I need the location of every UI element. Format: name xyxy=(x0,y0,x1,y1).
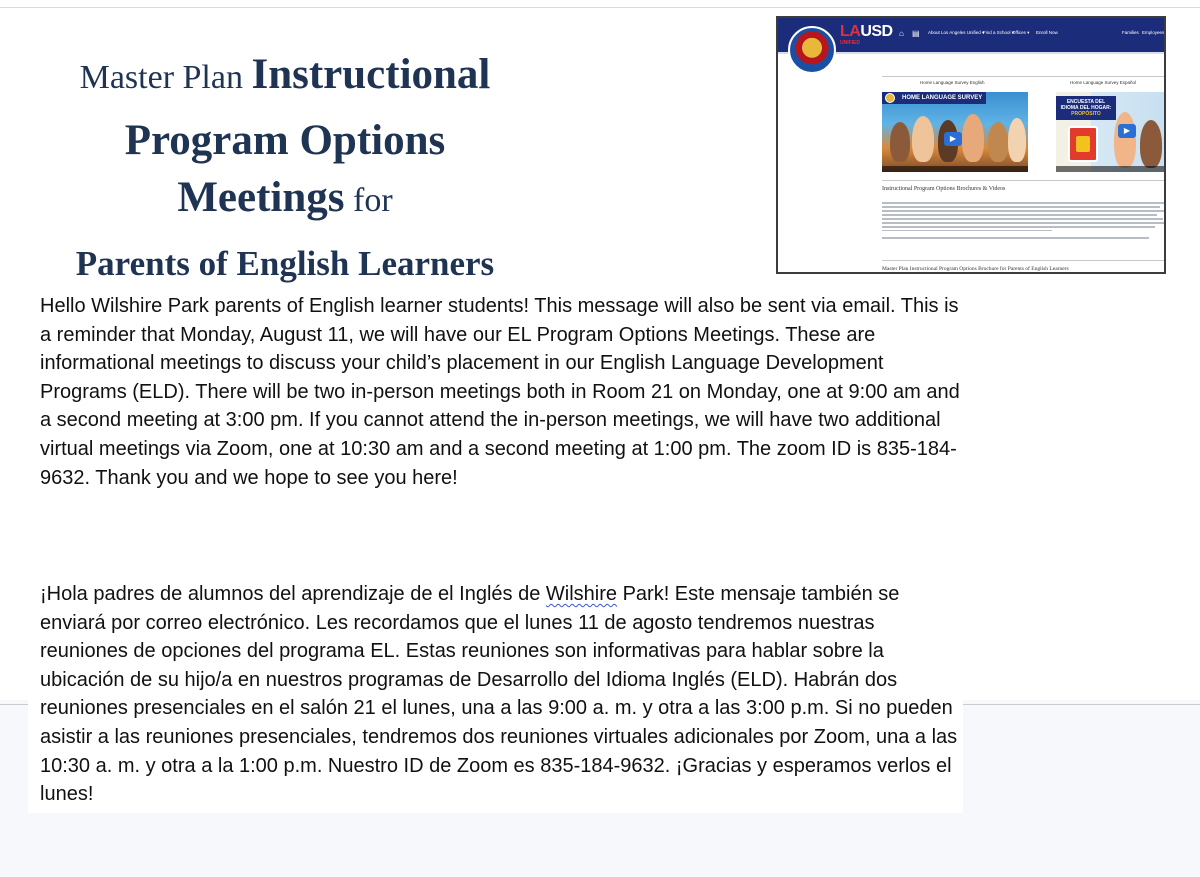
text-line xyxy=(882,218,1163,220)
title-parents-of-english-learners: Parents of English Learners xyxy=(75,244,495,283)
video-spanish-title-3: PROPÓSITO xyxy=(1071,111,1101,117)
title-master-plan: Master Plan xyxy=(79,59,252,96)
spanish-message-start: ¡Hola padres de alumnos del aprendizaje de el Inglés de xyxy=(40,583,546,605)
nav-offices: Offices ▾ xyxy=(1012,30,1030,35)
text-line xyxy=(882,206,1160,208)
cartoon-person xyxy=(1008,118,1026,162)
play-icon[interactable]: ▶ xyxy=(944,132,962,146)
lausd-logo xyxy=(840,23,893,41)
home-icon: ⌂ xyxy=(899,29,904,38)
lausd-website-screenshot xyxy=(776,16,1166,274)
lausd-logo-la: LA xyxy=(840,23,861,40)
video-spanish-title-1: ENCUESTA DEL xyxy=(1066,99,1106,105)
brochure-title: Master Plan Instructional Program Options Brochure for Parents of English Learners xyxy=(882,266,1069,272)
section-rule xyxy=(882,180,1166,181)
section-title: Instructional Program Options Brochures & Videos xyxy=(882,186,1006,192)
title-line-3 xyxy=(40,169,530,235)
video-english-title-text: HOME LANGUAGE SURVEY xyxy=(902,95,983,101)
lausd-seal-icon xyxy=(788,26,836,74)
video-spanish-title xyxy=(1056,96,1116,120)
lausd-seal-icon xyxy=(885,93,895,103)
lausd-logo-usd: USD xyxy=(860,23,893,40)
text-line xyxy=(882,222,1166,224)
spanish-message-rest: Park! Este mensaje también se enviará por correo electrónico. Les recordamos que el lunes 11 de agosto tendremos nuestras reuniones de opciones del programa EL. Estas reuniones son informativas para hablar sobre la ubicación de su hijo/a en nuestros programas de Desarrollo del Idioma Inglés (ELD). Habrán dos reuniones presenciales en el salón 21 el lunes, una a las 9:00 a. m. y otra a las 3:00 p.m. Si no pueden asistir a las reuniones presenciales, tendremos dos reuniones virtuales adicionales por Zoom, una a las 10:30 a. m. y otra a la 1:00 p.m. Nuestro ID de Zoom es 835-184-9632. ¡Gracias y esperamos verlos el lunes! xyxy=(40,583,958,806)
title-for: for xyxy=(344,182,393,219)
page-break-line-left xyxy=(0,704,28,705)
video-english xyxy=(882,92,1028,172)
english-message: Hello Wilshire Park parents of English learner students! This message will also be sent via email. This is a reminder that Monday, August 11, we will have our EL Program Options Meetings. These are informational meetings to discuss your child’s placement in our English Language Development Programs (ELD). There will be two in-person meetings both in Room 21 on Monday, one at 9:00 am and a second meeting at 3:00 pm. If you cannot attend the in-person meetings, we will have two additional virtual meetings via Zoom, one at 10:30 am and a second meeting at 1:00 pm. The zoom ID is 835-184-9632. Thank you and we hope to see you here! xyxy=(40,295,960,489)
video-controls[interactable] xyxy=(1056,166,1166,172)
cartoon-person xyxy=(1114,112,1136,168)
nav-families: Families xyxy=(1122,30,1139,35)
text-line xyxy=(882,226,1155,228)
calendar-icon: ▤ xyxy=(912,29,920,38)
video-english-title xyxy=(882,92,986,104)
title-meetings: Meetings xyxy=(177,174,345,221)
cartoon-person xyxy=(912,116,934,162)
top-divider xyxy=(0,7,1200,8)
title-program-options: Program Options xyxy=(124,117,446,164)
spellcheck-underlined-word: Wilshire xyxy=(545,583,618,605)
nav-enroll: Enroll Now xyxy=(1036,30,1058,35)
cartoon-person xyxy=(890,122,910,162)
page-title xyxy=(40,46,530,292)
nav-about: About Los Angeles Unified ▾ xyxy=(928,30,985,35)
section-body-text xyxy=(882,202,1166,241)
nav-find-school: Find a School ▾ xyxy=(983,30,1015,35)
caption-english: Home Language Survey English xyxy=(920,80,985,85)
lausd-logo-sub: UNIFIED xyxy=(840,40,860,46)
page-break-line-right xyxy=(963,704,1200,705)
video-controls[interactable] xyxy=(882,166,1028,172)
play-icon[interactable]: ▶ xyxy=(1118,124,1136,138)
brochure-rule xyxy=(882,260,1166,261)
text-line xyxy=(882,230,1052,232)
text-line xyxy=(882,214,1157,216)
cartoon-person xyxy=(962,114,984,162)
nav-employees: Employees xyxy=(1142,30,1165,35)
spanish-message xyxy=(40,580,965,809)
title-instructional: Instructional xyxy=(251,51,491,98)
video-spanish-title-2: IDIOMA DEL HOGAR: xyxy=(1060,105,1112,111)
cartoon-person xyxy=(988,122,1008,162)
video-spanish xyxy=(1056,92,1166,172)
survey-sign-icon xyxy=(1068,126,1098,162)
lausd-header-shadow xyxy=(778,52,1164,54)
text-line xyxy=(882,210,1166,212)
survey-sign-paper xyxy=(1076,136,1090,152)
cartoon-person xyxy=(1140,120,1162,168)
caption-spanish: Home Language Survey Español xyxy=(1070,80,1137,85)
caption-rule xyxy=(882,76,1166,77)
text-line xyxy=(882,237,1149,239)
title-line-1 xyxy=(40,46,530,112)
text-line xyxy=(882,202,1166,204)
